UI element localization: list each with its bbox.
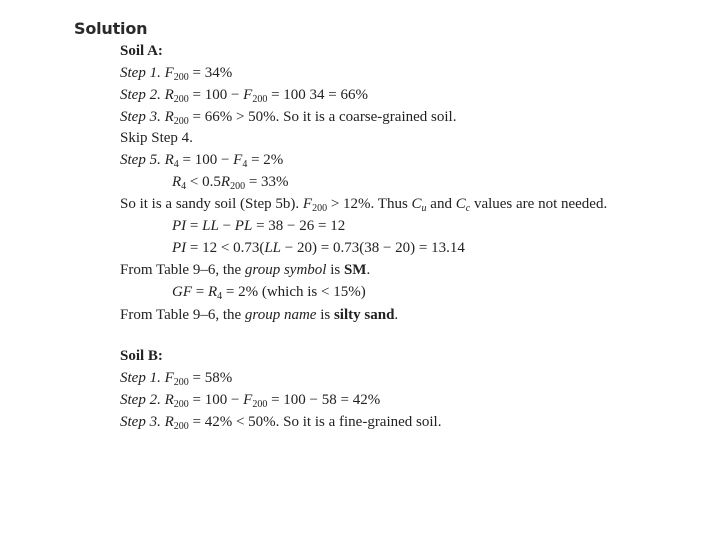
variable: GF [172,284,192,300]
soil-a-step3 [120,108,456,126]
subscript: 4 [242,159,248,170]
expression: = 100 − [188,392,244,408]
variable: F [164,370,174,386]
variable: R [164,392,174,408]
expression: = 100 − 58 = 42% [267,392,381,408]
subscript: 200 [230,181,246,192]
sentence: > 12%. Thus [327,196,412,212]
expression: = 100 − [178,152,234,168]
expression: = 42% < 50%. So it is a fine-grained soil. [188,414,442,430]
subscript: 200 [173,72,189,83]
subscript: 4 [181,181,187,192]
variable: C [455,196,466,212]
variable: F [233,152,243,168]
sentence: values are not needed. [470,196,608,212]
soil-a-pi-check [172,239,465,257]
subscript: 4 [217,291,223,302]
step-label: Step 3. [120,414,161,430]
variable: F [243,87,253,103]
subscript: 200 [173,377,189,388]
expression: = 38 − 26 = 12 [252,218,346,234]
variable: PI [172,218,187,234]
soil-a-step1 [120,64,232,82]
step-label: Step 2. [120,392,161,408]
expression: = 12 < 0.73( [186,240,265,256]
variable: PL [234,218,253,234]
soil-a-heading: Soil A: [120,43,163,59]
step-label: Step 1. [120,65,161,81]
expression: < 0.5 [186,174,221,190]
variable: LL [264,240,282,256]
variable: F [164,65,174,81]
expression: = 34% [188,65,233,81]
soil-b-step2 [120,391,380,409]
sentence: . [366,262,371,278]
variable: C [411,196,422,212]
subscript: u [421,203,427,214]
subscript: 200 [173,116,189,127]
group-symbol-value: SM [343,262,367,278]
subscript: 200 [252,399,268,410]
soil-a-sandy-soil [120,195,607,213]
subscript: 200 [312,203,328,214]
sentence: From Table 9–6, the [120,307,245,323]
step-label: Step 3. [120,109,161,125]
expression: − [218,218,235,234]
expression: = 33% [245,174,289,190]
subscript: 200 [173,399,189,410]
soil-b-step3 [120,413,441,431]
soil-a-group-name [120,306,398,324]
subscript: 200 [173,421,189,432]
variable: F [302,196,313,212]
variable: R [164,109,174,125]
sentence: and [426,196,456,212]
slide-title: Solution [74,19,148,38]
soil-b-heading: Soil B: [120,348,163,364]
expression: = 2% (which is < 15%) [222,284,366,300]
emphasis: group symbol [244,262,327,278]
soil-a-step5 [120,151,283,169]
variable: LL [202,218,219,234]
sentence: is [316,307,334,323]
soil-a-group-symbol [120,261,370,279]
step-label: Step 5. [120,152,161,168]
expression: = 100 − [188,87,244,103]
sentence: So it is a sandy soil (Step 5b). [120,196,303,212]
variable: F [243,392,253,408]
sentence: From Table 9–6, the [120,262,245,278]
expression: = [186,218,203,234]
soil-a-step2 [120,86,368,104]
expression: = 66% > 50%. So it is a coarse-grained soil. [188,109,457,125]
soil-a-skip-step4: Skip Step 4. [120,130,193,146]
subscript: 4 [173,159,179,170]
emphasis: group name [244,307,317,323]
subscript: 200 [252,94,268,105]
expression: = 2% [247,152,284,168]
sentence: . [394,307,399,323]
soil-a-step5b [172,173,289,191]
variable: R [207,284,218,300]
variable: PI [172,240,187,256]
subscript: c [465,203,471,214]
expression: − 20) = 0.73(38 − 20) = 13.14 [281,240,465,256]
expression: = 100 34 = 66% [267,87,369,103]
expression: = 58% [188,370,233,386]
group-name-value: silty sand [333,307,395,323]
step-label: Step 2. [120,87,161,103]
variable: R [164,414,174,430]
soil-a-pi-equation [172,217,345,235]
variable: R [220,174,231,190]
expression: = [192,284,208,300]
subscript: 200 [173,94,189,105]
variable: R [164,152,174,168]
step-label: Step 1. [120,370,161,386]
soil-a-gf-equation [172,283,366,301]
variable: R [164,87,174,103]
variable: R [172,174,182,190]
soil-b-step1 [120,369,232,387]
sentence: is [326,262,344,278]
